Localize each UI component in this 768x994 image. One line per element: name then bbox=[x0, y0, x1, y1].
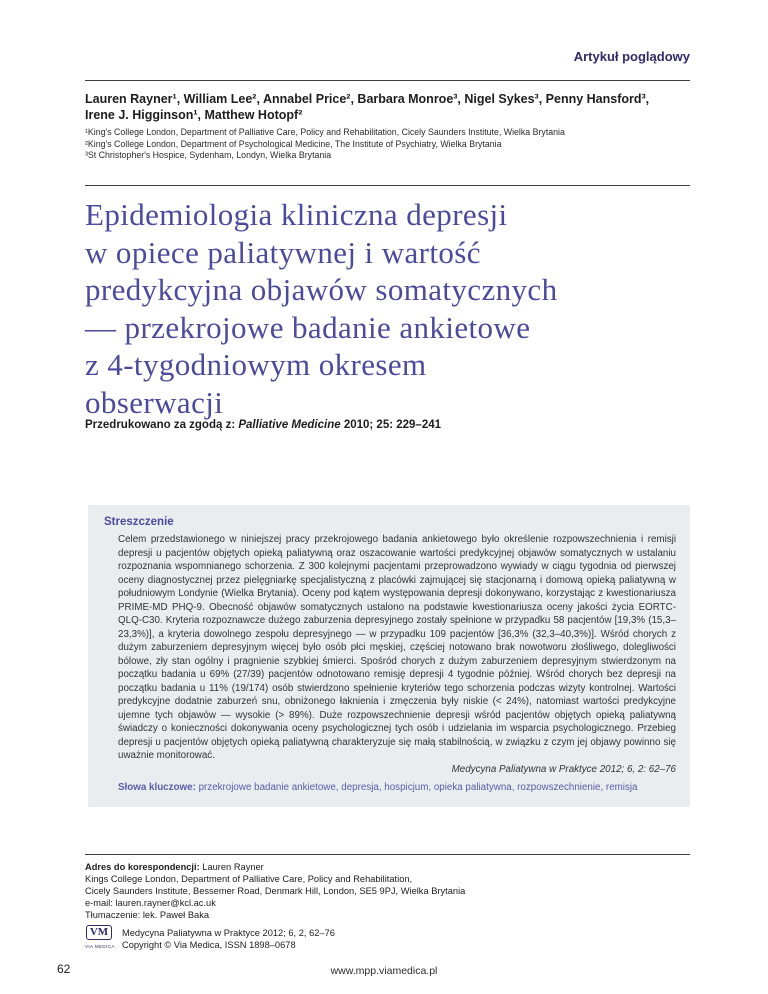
divider-top bbox=[85, 80, 690, 81]
keywords-label: Słowa kluczowe: bbox=[118, 782, 199, 793]
affiliation-2: ²King's College London, Department of Psychological Medicine, The Institute of Psychiatry, Wielka Brytania bbox=[85, 138, 502, 149]
abstract-journal-reference: Medycyna Paliatywna w Praktyce 2012; 6, 2: 62–76 bbox=[451, 763, 676, 775]
divider-middle bbox=[85, 185, 690, 186]
title-line: Epidemiologia kliniczna depresji bbox=[85, 197, 508, 232]
abstract-heading: Streszczenie bbox=[104, 516, 174, 528]
affiliations-block bbox=[85, 127, 695, 162]
article-title bbox=[85, 196, 705, 421]
title-line: w opiece paliatywnej i wartość bbox=[85, 234, 481, 270]
article-type-label: Artykuł poglądowy bbox=[573, 49, 690, 64]
publication-lines bbox=[122, 927, 335, 951]
title-line: predykcyjna objawów somatycznych bbox=[85, 272, 558, 307]
correspondence-address-2: Cicely Saunders Institute, Bessemer Road, Denmark Hill, London, SE5 9PJ, Wielka Brytania bbox=[85, 886, 466, 896]
correspondence-address-1: Kings College London, Department of Palliative Care, Policy and Rehabilitation, bbox=[85, 874, 413, 884]
reprint-citation: 2010; 25: 229–241 bbox=[340, 419, 442, 431]
translation-credit: Tłumaczenie: lek. Paweł Baka bbox=[85, 910, 210, 920]
title-line: — przekrojowe badanie ankietowe bbox=[85, 309, 531, 345]
authors-line-1: Lauren Rayner¹, William Lee², Annabel Price², Barbara Monroe³, Nigel Sykes³, Penny Hansford³, bbox=[85, 92, 650, 106]
via-medica-logo bbox=[85, 925, 113, 953]
via-medica-logo-caption: VIA MEDICA bbox=[85, 944, 115, 949]
correspondence-header bbox=[85, 861, 690, 873]
correspondence-label: Adres do korespondencji: bbox=[85, 862, 200, 872]
copyright-line: Copyright © Via Medica, ISSN 1898–0678 bbox=[122, 940, 296, 950]
reprint-journal-name: Palliative Medicine bbox=[238, 419, 341, 431]
keywords-text: przekrojowe badanie ankietowe, depresja, hospicjum, opieka paliatywna, rozpowszechnienie, remisja bbox=[198, 782, 638, 793]
correspondence-block bbox=[85, 861, 690, 953]
footer-url[interactable]: www.mpp.viamedica.pl bbox=[330, 965, 438, 977]
keywords-block bbox=[118, 781, 676, 795]
divider-bottom bbox=[85, 854, 690, 855]
email-address[interactable]: e-mail: lauren.rayner@kcl.ac.uk bbox=[85, 898, 216, 908]
journal-citation: Medycyna Paliatywna w Praktyce 2012; 6, 2, 62–76 bbox=[122, 928, 335, 938]
reprint-prefix: Przedrukowano za zgodą z: bbox=[85, 419, 239, 431]
reprint-note bbox=[85, 419, 690, 431]
abstract-box bbox=[88, 505, 690, 807]
abstract-text: Celem przedstawionego w niniejszej pracy przekrojowego badania ankietowego było określenie rozpowszechnienia i remisji depresji u pacjentów objętych opieką paliatywną oraz oszacowanie wartości predykcyjnej objawów somatycznych w ustalaniu rozpoznania wspomnianego schorzenia. Z 300 kolejnymi pacjentami przeprowadzono wywiady w ciągu tygodnia od pierwszej oceny diagnostycznej przez pielęgniarkę specjalistyczną z placówki zajmującej się stacjonarną i domową opieką paliatywną w południowym Londynie (Wielka Brytania). Oceny pod kątem występowania depresji dokonywano, korzystając z kwestionariusza PRIME-MD PHQ-9. Obecność objawów somatycznych ustalono na podstawie kwestionariusza oceny jakości życia EORTC-QLQ-C30. Kryteria rozpoznawcze dużego zaburzenia depresyjnego zostały spełnione w przypadku 58 pacjentów [19,3% (15,3–23,3%)], a kryteria dowolnego zespołu depresyjnego — w przypadku 109 pacjentów [36,3% (32,3–40,3%)]. Wśród chorych z dużym zaburzeniem depresyjnym więcej było osób płci męskiej, częściej notowano brak nowotworu złośliwego, dolegliwości bólowe, zły stan ogólny i pragnienie szybkiej śmierci. Spośród chorych z dużym zaburzeniem depresyjnym stwierdzonym na początku badania u 69% (27/39) pacjentów odnotowano remisję depresji 4 tygodnie później. Wśród chorych bez depresji na początku badania u 11% (19/174) osób stwierdzono spełnienie kryteriów tego schorzenia podczas wizyty kontrolnej. Wartości predykcyjne dodatnie zaburzeń snu, obniżonego łaknienia i zmęczenia były niskie (< 24%), natomiast wartości predykcyjne ujemne tych objawów — wysokie (> 89%). Duże rozpowszechnienie depresji wśród pacjentów objętych opieką paliatywną świadczy o konieczności dokonywania oceny psychologicznej tych osób i udzielania im wsparcia psychologicznego. Przebieg depresji u pacjentów objętych opieką paliatywną charakteryzuje się małą stabilnością, w związku z czym jej objawy powinno się uważnie monitorować. bbox=[118, 534, 676, 761]
abstract-body bbox=[118, 533, 676, 795]
page-number: 62 bbox=[57, 962, 71, 976]
via-medica-monogram-icon: VM bbox=[86, 925, 112, 940]
affiliation-1: ¹King's College London, Department of Palliative Care, Policy and Rehabilitation, Cicely Saunders Institute, Wielka Brytania bbox=[85, 127, 565, 137]
affiliation-3: ³St Christopher's Hospice, Sydenham, Londyn, Wielka Brytania bbox=[85, 150, 332, 160]
authors-line-2: Irene J. Higginson¹, Matthew Hotopf² bbox=[85, 108, 303, 122]
authors-block bbox=[85, 91, 695, 123]
title-line: obserwacji bbox=[85, 384, 224, 420]
publisher-block bbox=[85, 925, 690, 953]
title-line: z 4-tygodniowym okresem bbox=[85, 347, 427, 382]
correspondence-name: Lauren Rayner bbox=[202, 862, 264, 872]
